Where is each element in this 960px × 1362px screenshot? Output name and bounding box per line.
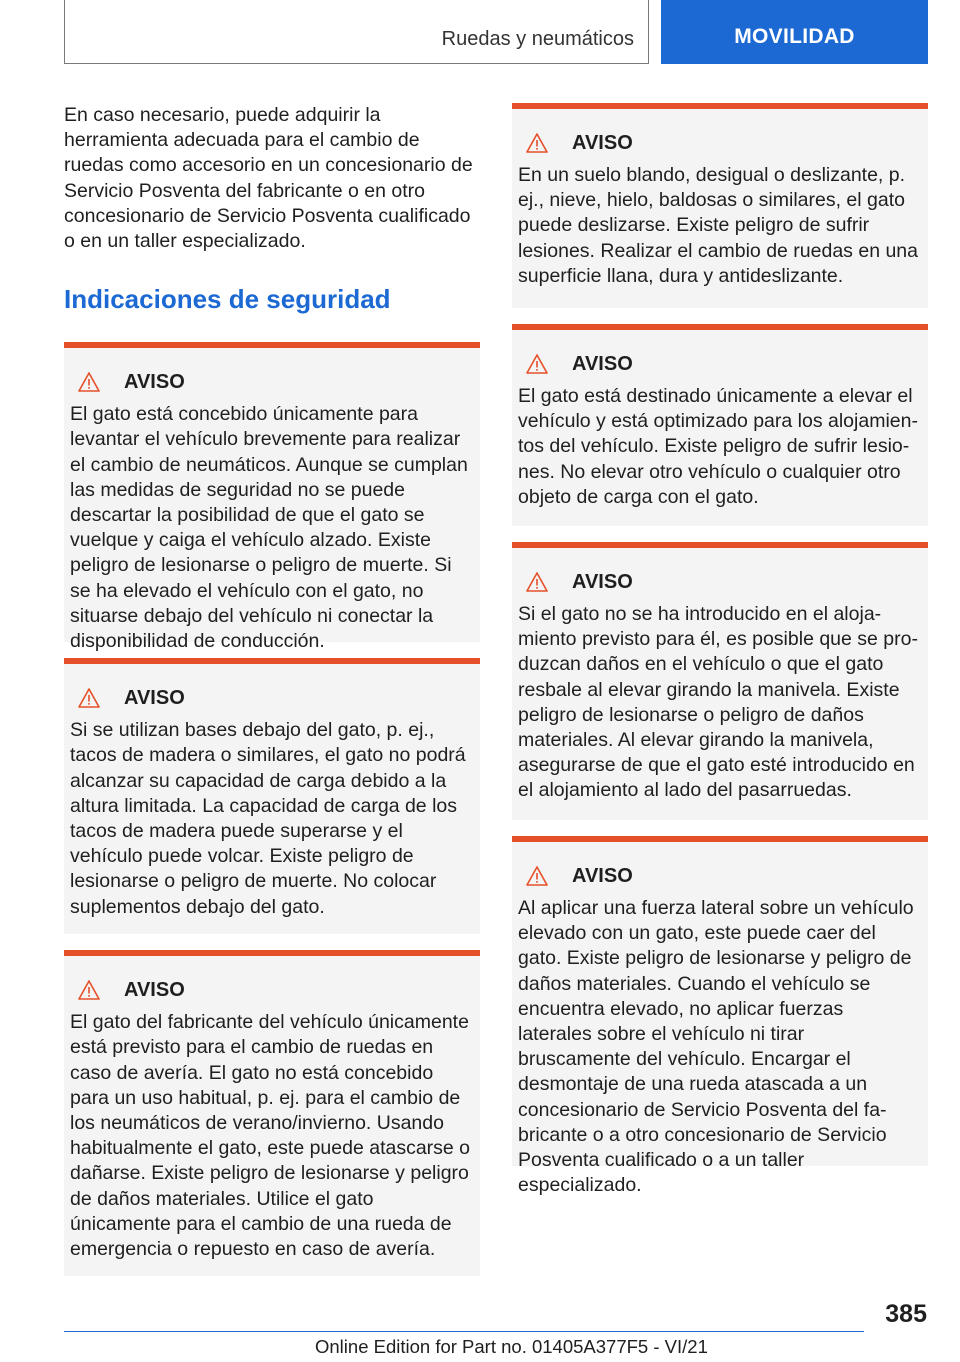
warning-box — [512, 324, 928, 526]
page-number: 385 — [885, 1300, 927, 1328]
warning-box — [64, 950, 480, 1276]
warning-title: AVISO — [572, 570, 633, 593]
warning-text: El gato está concebido únicamente para levantar el vehículo brevemente para realizar el cambio de neumáticos. Aunque se cumplan las medidas de seguridad no se puede descartar la posibilidad de que el gato se vuelque y caiga el vehículo alzado. Existe peligro de lesionarse o peligro de muerte. Si se ha elevado el vehículo con el gato, no situarse debajo del vehículo ni conectar la disponibilidad de conducción. — [70, 403, 468, 653]
left-column — [64, 103, 480, 1292]
warning-title: AVISO — [572, 352, 633, 375]
warning-heading — [518, 864, 920, 888]
warning-heading — [70, 686, 472, 710]
warning-triangle-icon — [526, 572, 548, 592]
warning-triangle-icon — [526, 354, 548, 374]
warning-heading — [518, 570, 920, 594]
warning-triangle-icon — [78, 688, 100, 708]
warning-text: El gato del fabricante del vehículo únicamente está previsto para el cambio de ruedas en caso de avería. El gato no está concebido para un uso habitual, p. ej. para el cambio de los neumáticos de verano/invierno. Usando habitualmente el gato, este puede atascarse o dañarse. Existe peligro de lesionarse y peligro de daños materiales. Utilice el gato únicamente para el cambio de una rueda de emergencia o repuesto en caso de avería. — [70, 1011, 471, 1261]
warning-box — [512, 542, 928, 820]
warning-triangle-icon — [526, 866, 548, 886]
warning-triangle-icon — [78, 980, 100, 1000]
warning-title: AVISO — [572, 131, 633, 154]
footer-edition: Online Edition for Part no. 01405A377F5 - VI/21 — [315, 1336, 708, 1357]
warning-heading — [518, 131, 920, 155]
warning-box — [512, 103, 928, 308]
warning-text: Si el gato no se ha introducido en el alojamiento previsto para él, es posible que se produzcan daños en el vehículo o que el gato resbale al elevar girando la manivela. Existe peligro de lesionarse o peligro de daños materiales. Al elevar girando la manivela, asegurarse de que el gato esté introducido en el alojamiento al lado del pasarruedas. — [518, 603, 918, 802]
warning-text: El gato está destinado únicamente a elevar el vehículo y está optimizado para los alojamientos del vehículo. Existe peligro de sufrir lesiones. No elevar otro vehículo o cualquier otro objeto de carga con el gato. — [518, 385, 918, 508]
warning-box — [512, 836, 928, 1197]
warning-title: AVISO — [572, 864, 633, 887]
warning-box — [64, 342, 480, 653]
warning-heading — [70, 978, 472, 1002]
warning-title: AVISO — [124, 370, 185, 393]
warning-title: AVISO — [124, 978, 185, 1001]
warning-box — [64, 658, 480, 934]
warning-title: AVISO — [124, 686, 185, 709]
warning-text: En un suelo blando, desigual o deslizante, p. ej., nieve, hielo, baldosas o similares, el gato puede deslizarse. Existe peligro de sufrir lesiones. Realizar el cambio de ruedas en una superficie llana, dura y antideslizante. — [518, 164, 918, 287]
intro-paragraph: En caso necesario, puede adquirir la herramienta adecuada para el cambio de ruedas como accesorio en un concesionario de Servicio Posventa del fabricante o en otro concesionario de Servicio Posventa cualificado o en un taller especializado. — [64, 104, 473, 253]
section-title: Indicaciones de seguridad — [64, 284, 391, 315]
warning-heading — [518, 352, 920, 376]
warning-heading — [70, 370, 472, 394]
right-column — [512, 103, 928, 1197]
footer-divider — [64, 1331, 864, 1332]
header-section-title: Ruedas y neumáticos — [441, 28, 634, 50]
warning-text: Si se utilizan bases debajo del gato, p. ej., tacos de madera o similares, el gato no podrá alcanzar su capacidad de carga debido a la altura limitada. La capacidad de carga de los tacos de madera puede superarse y el vehículo puede volcar. Existe peligro de lesionarse o peligro de muerte. No colocar suplementos debajo del gato. — [70, 719, 466, 918]
warning-triangle-icon — [78, 372, 100, 392]
warning-text: Al aplicar una fuerza lateral sobre un vehículo elevado con un gato, este puede caer del gato. Existe peligro de lesionarse y peligro de daños materiales. Cuando el vehículo se encuentra elevado, no aplicar fuerzas laterales sobre el vehículo ni tirar bruscamente del vehículo. Encargar el desmontaje de una rueda atascada a un concesionario de Servicio Posventa del fabricante o a otro concesionario de Servicio Posventa cualificado o a un taller especializado. — [518, 897, 914, 1197]
warning-triangle-icon — [526, 133, 548, 153]
header-tab-movilidad[interactable]: MOVILIDAD — [661, 0, 928, 64]
